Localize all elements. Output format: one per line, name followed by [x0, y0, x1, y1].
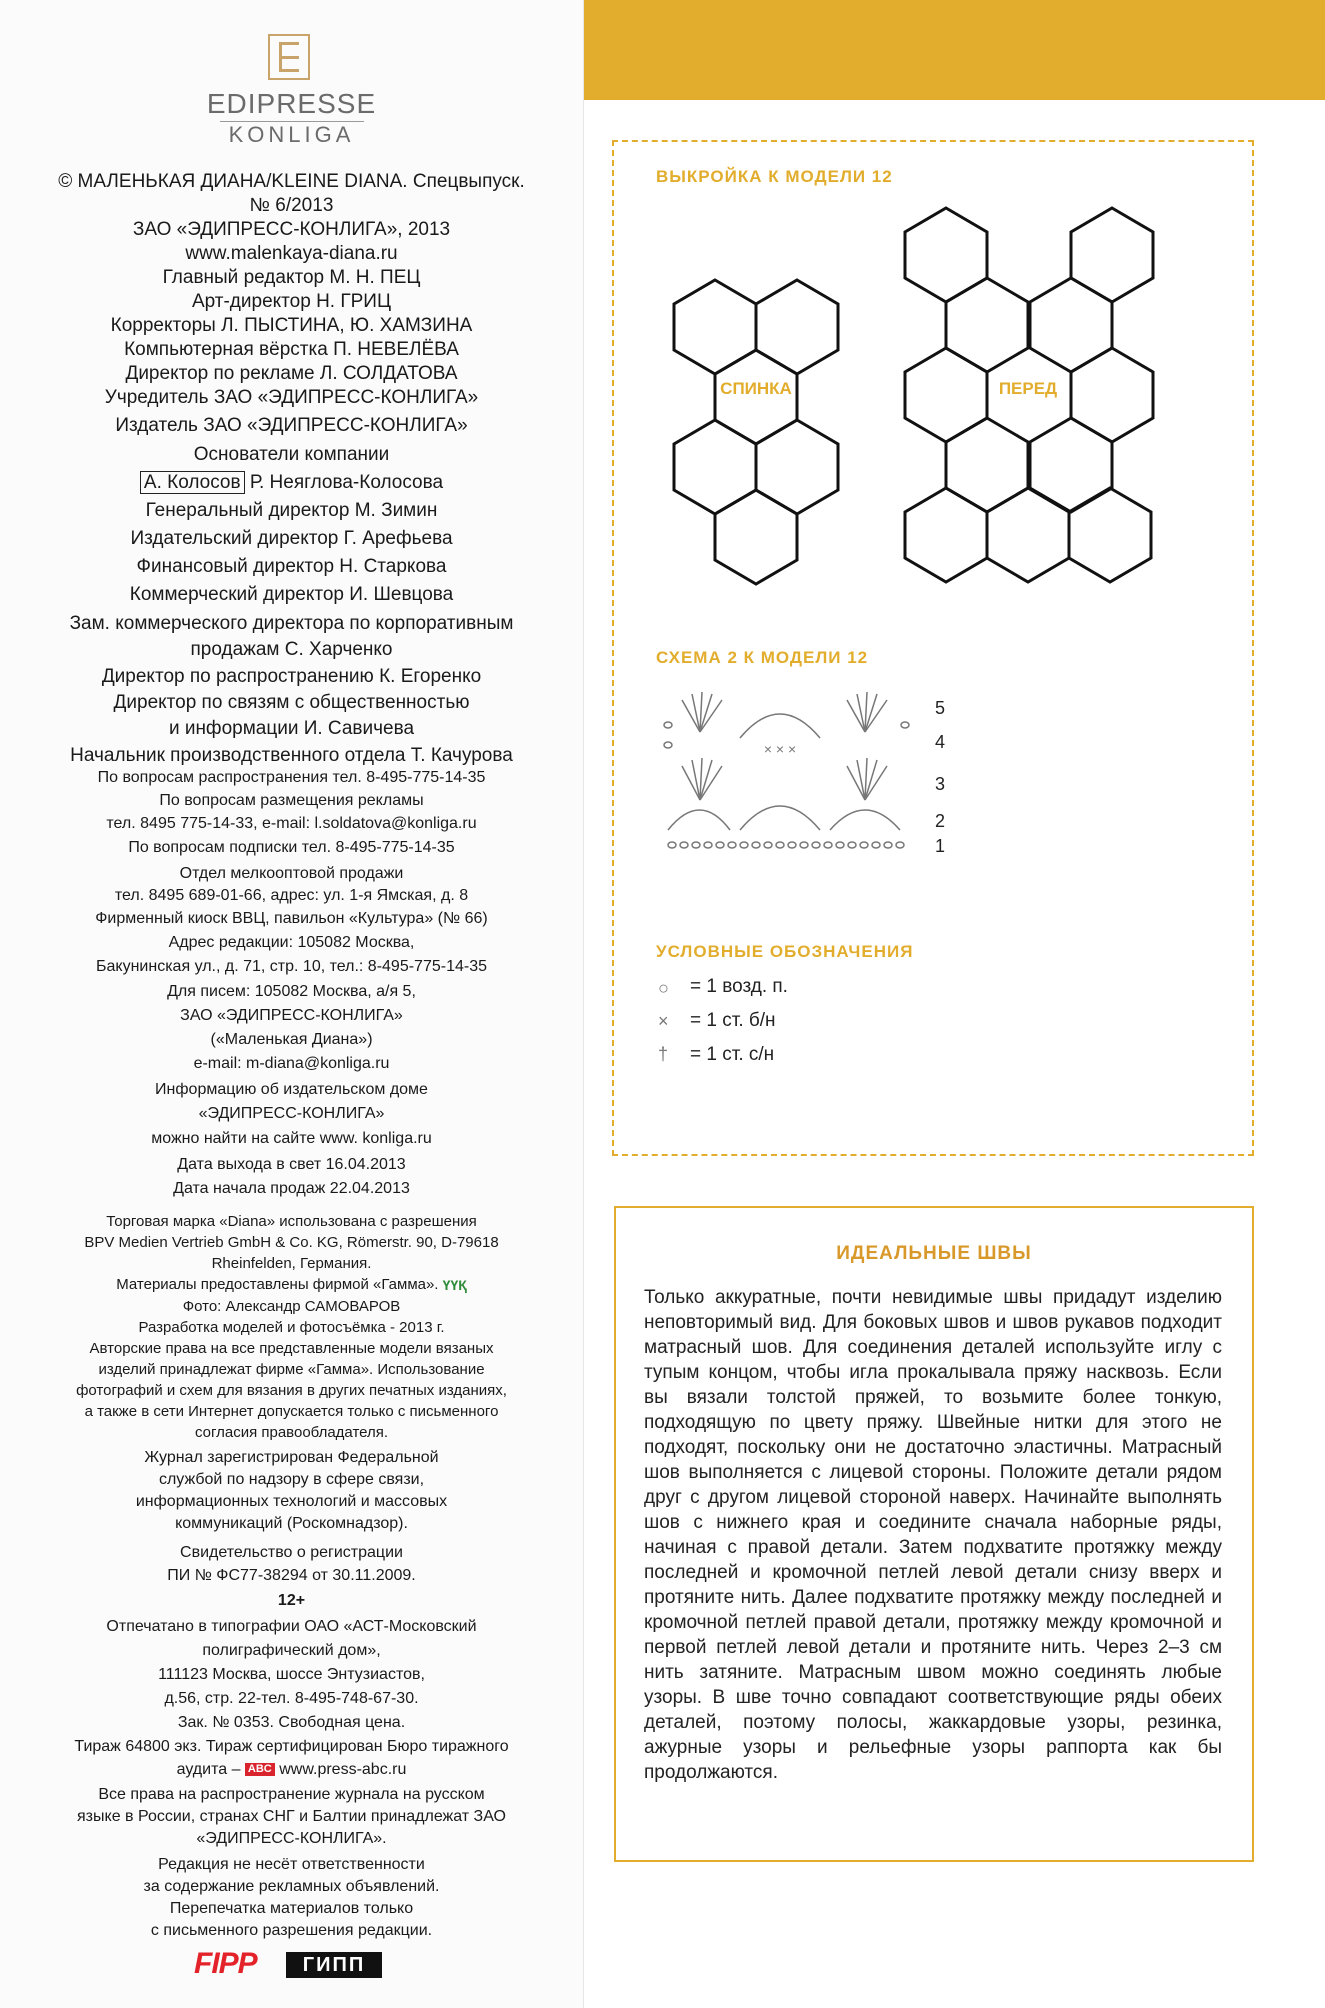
printed-at-4: д.56, стр. 22-тел. 8-495-748-67-30. [164, 1690, 419, 1707]
audit-text: аудита – [176, 1761, 241, 1778]
publisher-line: ЗАО «ЭДИПРЕСС-КОНЛИГА», 2013 [132, 219, 451, 240]
legend-single-crochet: = 1 ст. б/н [690, 1010, 776, 1031]
proofreaders: Корректоры Л. ПЫСТИНА, Ю. ХАМЗИНА [110, 315, 473, 336]
pr-director-1: Директор по связям с общественностью [113, 692, 470, 713]
copyright-notice-1: Авторские права на все представленные модели вязаных [89, 1340, 494, 1357]
row-number: 4 [935, 732, 946, 752]
house-info-2: «ЭДИПРЕСС-КОНЛИГА» [198, 1105, 385, 1122]
founder: Учредитель ЗАО «ЭДИПРЕСС-КОНЛИГА» [104, 387, 479, 408]
publishing-director: Издательский директор Г. Арефьева [130, 528, 453, 549]
editorial-email: e-mail: m-diana@konliga.ru [193, 1055, 390, 1072]
editorial-address-2: Бакунинская ул., д. 71, стр. 10, тел.: 8-495-775-14-35 [96, 958, 487, 975]
financial-director: Финансовый директор Н. Старкова [136, 556, 447, 577]
subscription-phone: По вопросам подписки тел. 8-495-775-14-35 [128, 839, 455, 856]
reprint-2: с письменного разрешения редакции. [150, 1922, 433, 1939]
pattern-title: ВЫКРОЙКА К МОДЕЛИ 12 [656, 167, 893, 186]
general-director: Генеральный директор М. Зимин [145, 500, 438, 521]
registration-2: службой по надзору в сфере связи, [158, 1471, 425, 1488]
release-date: Дата выхода в свет 16.04.2013 [177, 1156, 406, 1173]
single-crochet-icon: × [658, 1011, 669, 1031]
row-3-fans [682, 741, 887, 800]
registration-1: Журнал зарегистрирован Федеральной [144, 1449, 439, 1466]
founder-name-boxed: А. Колосов [140, 471, 245, 494]
sale-date: Дата начала продаж 22.04.2013 [173, 1180, 410, 1197]
hex-cell [905, 488, 987, 582]
registration-4: коммуникаций (Роскомнадзор). [175, 1515, 408, 1532]
copyright-notice-5: согласия правообладателя. [194, 1424, 389, 1441]
tip-title: ИДЕАЛЬНЫЕ ШВЫ [836, 1243, 1032, 1264]
yarn-brand-logo: ҮҮҚ [442, 1277, 467, 1294]
age-rating: 12+ [277, 1592, 306, 1609]
hex-cell [674, 420, 756, 514]
photo-credit: Фото: Александр САМОВАРОВ [182, 1298, 401, 1315]
copyright-notice-3: фотографий и схем для вязания в других печатных изданиях, [76, 1382, 507, 1399]
publisher: Издатель ЗАО «ЭДИПРЕСС-КОНЛИГА» [115, 415, 468, 436]
editorial-address-1: Адрес редакции: 105082 Москва, [168, 934, 415, 951]
wholesale-contact: тел. 8495 689-01-66, адрес: ул. 1-я Ямская, д. 8 [114, 887, 469, 904]
founders-heading: Основатели компании [193, 444, 390, 465]
front-label: ПЕРЕД [998, 379, 1058, 398]
hex-cell [715, 490, 797, 584]
diagram-title: СХЕМА 2 К МОДЕЛИ 12 [656, 648, 869, 667]
pr-director-2: и информации И. Савичева [168, 718, 415, 739]
house-info-3: можно найти на сайте www. konliga.ru [151, 1130, 432, 1147]
hex-cell [946, 418, 1028, 512]
trademark-2: BPV Medien Vertrieb GmbH & Co. KG, Römerstr. 90, D-79618 [84, 1234, 499, 1251]
chief-editor: Главный редактор М. Н. ПЕЦ [162, 267, 421, 288]
registration-3: информационных технологий и массовых [135, 1493, 448, 1510]
deputy-commercial-2: продажам С. Харченко [190, 639, 393, 660]
svg-text:× × ×: × × × [763, 741, 797, 757]
row-2-arches [668, 806, 900, 830]
printed-at-2: полиграфический дом», [202, 1642, 381, 1659]
chain-stitch-icon: ○ [658, 978, 669, 998]
hex-cell [756, 420, 838, 514]
letters-address-3: («Маленькая Диана») [210, 1031, 373, 1048]
letters-address-1: Для писем: 105082 Москва, а/я 5, [167, 983, 416, 1000]
deputy-commercial-1: Зам. коммерческого директора по корпоративным [69, 613, 514, 634]
order-number: Зак. № 0353. Свободная цена. [177, 1714, 406, 1731]
issue-number: № 6/2013 [249, 195, 334, 216]
models-year: Разработка моделей и фотосъёмка - 2013 г. [138, 1319, 445, 1336]
art-director: Арт-директор Н. ГРИЦ [191, 291, 392, 312]
hex-cell [1069, 488, 1151, 582]
row-number: 1 [935, 836, 946, 856]
disclaimer-1: Редакция не несёт ответственности [158, 1856, 425, 1873]
hex-cell [1030, 278, 1112, 372]
hex-cell [756, 280, 838, 374]
trademark-1: Торговая марка «Diana» использована с разрешения [106, 1213, 477, 1230]
layout-credit: Компьютерная вёрстка П. НЕВЕЛЁВА [124, 339, 459, 360]
website: www.malenkaya-diana.ru [185, 243, 398, 264]
row-4-5-fans [664, 692, 909, 748]
abc-website: www.press-abc.ru [279, 1761, 407, 1778]
disclaimer-2: за содержание рекламных объявлений. [143, 1878, 440, 1895]
legend-double-crochet: = 1 ст. с/н [690, 1044, 775, 1065]
tip-text: Только аккуратные, почти невидимые швы придадут изделию неповторимый вид. Для боковых швов и швов рукавов подходит матрасный шов. Для соединения деталей используйте иглу с тупым концом, чтобы игла прокалывала пряжу насквозь. Если вы вязали толстой пряжей, то возьмите более тонкую, подходящую по цвету пряжу. Швейные нитки для этого не подходят, поскольку они не достаточно эластичны. Матрасный шов выполняется с лицевой стороны. Положите детали рядом друг с другом лицевой стороной наверх. Начинайте выполнять шов с нижнего края и соедините сначала наборные ряды, начиная с правой детали. Затем подхватите протяжку между последней и кромочной петлей левой детали снизу вверх и протяните нить. Далее подхватите протяжку между последней и кромочной петлей правой детали, протяжку между кромочной и первой петлей левой детали и протяните нить. Через 2–3 см нить затяните. Матрасным швом можно соединять любые узоры. В шве точно совпадают соответствующие ряды обеих деталей, поэтому полосы, жаккардовые узоры, резинка, ажурные узоры и рельефные узоры раппорта как бы продолжаются. [644, 1287, 1222, 1783]
fipp-logo: FIPP [194, 1947, 257, 1980]
reprint-1: Перепечатка материалов только [169, 1900, 414, 1917]
wholesale-heading: Отдел мелкооптовой продажи [179, 865, 404, 882]
trademark-3: Rheinfelden, Германия. [211, 1255, 372, 1272]
back-piece [674, 280, 838, 584]
distribution-phone: По вопросам распространения тел. 8-495-775-14-35 [97, 769, 486, 786]
kiosk-info: Фирменный киоск ВВЦ, павильон «Культура» (№ 66) [95, 910, 488, 927]
copyright-line: © МАЛЕНЬКАЯ ДИАНА/KLEINE DIANA. Спецвыпуск. [58, 171, 525, 192]
founder-name: Р. Неяглова-Колосова [249, 472, 444, 493]
row-1-chain [668, 842, 904, 848]
abc-badge: ABC [245, 1763, 275, 1776]
ad-director: Директор по рекламе Л. СОЛДАТОВА [125, 363, 458, 384]
hex-cell [905, 208, 987, 302]
gipp-logo: ГИПП [286, 1952, 382, 1978]
house-info-1: Информацию об издательском доме [155, 1081, 428, 1098]
rights-2: языке в России, странах СНГ и Балтии принадлежат ЗАО [77, 1808, 506, 1825]
row-number: 5 [935, 698, 946, 718]
certificate-1: Свидетельство о регистрации [180, 1544, 403, 1561]
legend-title: УСЛОВНЫЕ ОБОЗНАЧЕНИЯ [656, 942, 914, 961]
logo-konliga: KONLIGA [228, 122, 355, 147]
hex-cell [1071, 348, 1153, 442]
hex-cell [1071, 208, 1153, 302]
ads-contact: тел. 8495 775-14-33, e-mail: l.soldatova@konliga.ru [106, 815, 477, 832]
row-number: 2 [935, 811, 946, 831]
printed-at-1: Отпечатано в типографии ОАО «АСТ-Московский [106, 1618, 477, 1635]
crochet-chart [664, 692, 909, 848]
legend-chain: = 1 возд. п. [690, 976, 788, 997]
materials-text: Материалы предоставлены фирмой «Гамма». [116, 1276, 439, 1293]
distribution-director: Директор по распространению К. Егоренко [101, 666, 482, 687]
row-number: 3 [935, 774, 946, 794]
ads-contact-heading: По вопросам размещения рекламы [159, 792, 424, 809]
certificate-2: ПИ № ФС77-38294 от 30.11.2009. [167, 1567, 416, 1584]
rights-1: Все права на распространение журнала на русском [98, 1786, 485, 1803]
copyright-notice-2: изделий принадлежат фирме «Гамма». Использование [98, 1361, 485, 1378]
copyright-notice-4: а также в сети Интернет допускается только с письменного [84, 1403, 499, 1420]
hex-cell [674, 280, 756, 374]
logo-edipresse: EDIPRESSE [206, 88, 377, 119]
hex-cell [946, 278, 1028, 372]
double-crochet-icon: † [658, 1044, 669, 1064]
back-label: СПИНКА [720, 379, 792, 398]
letters-address-2: ЗАО «ЭДИПРЕСС-КОНЛИГА» [180, 1007, 403, 1024]
printed-at-3: 111123 Москва, шоссе Энтузиастов, [158, 1666, 425, 1683]
rights-3: «ЭДИПРЕСС-КОНЛИГА». [196, 1830, 387, 1847]
circulation-1: Тираж 64800 экз. Тираж сертифицирован Бюро тиражного [74, 1738, 509, 1755]
production-head: Начальник производственного отдела Т. Качурова [70, 745, 513, 766]
commercial-director: Коммерческий директор И. Шевцова [129, 584, 454, 605]
hex-cell [905, 348, 987, 442]
